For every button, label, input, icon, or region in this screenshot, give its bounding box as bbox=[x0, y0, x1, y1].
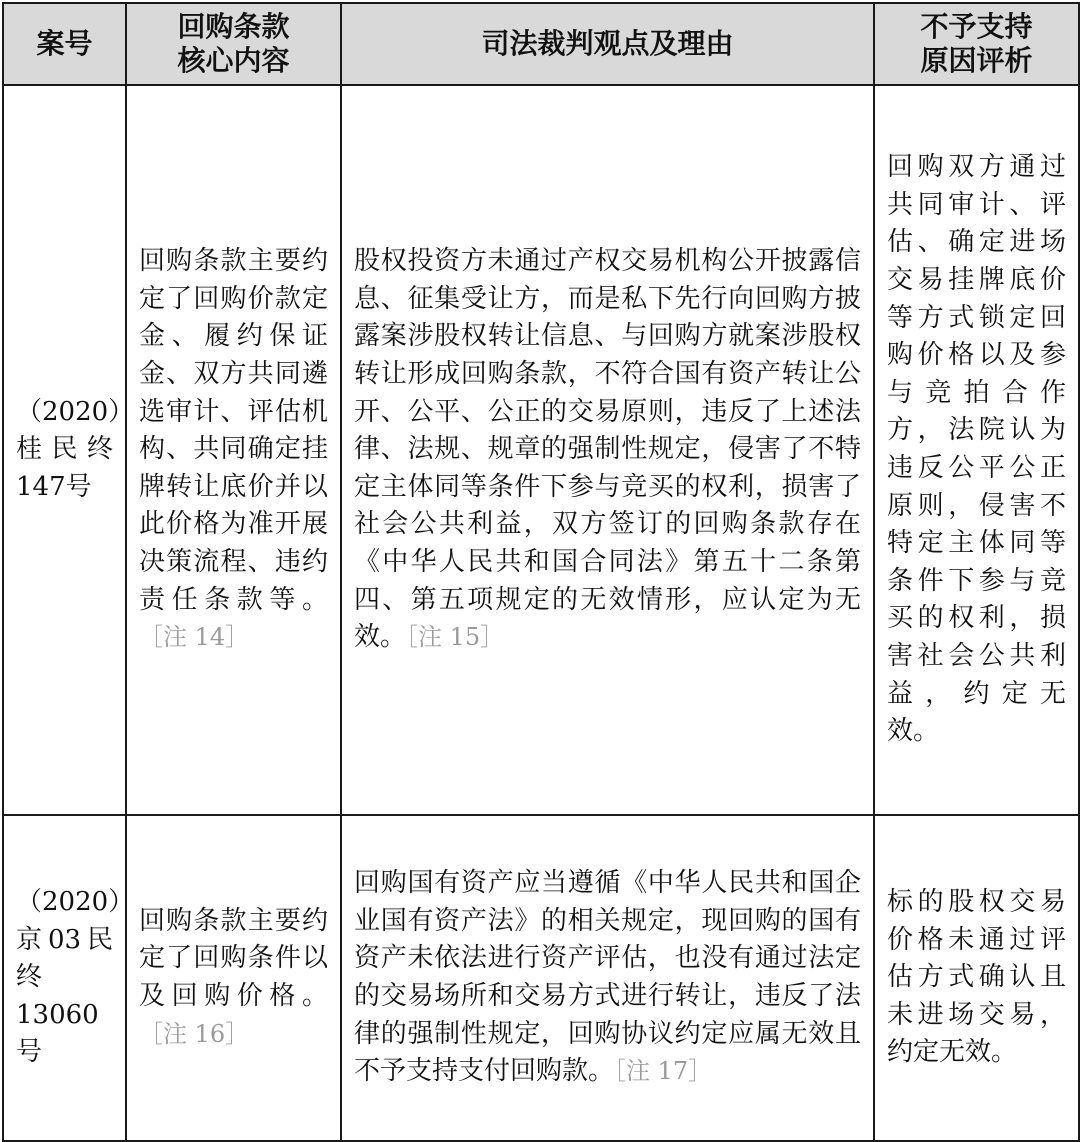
case-number-cell: （2020）桂民终147号 bbox=[3, 85, 126, 815]
footnote-ref: ［注 16］ bbox=[139, 1019, 250, 1048]
reason-cell: 标的股权交易价格未通过评估方式确认且未进场交易，约定无效。 bbox=[874, 815, 1079, 1141]
header-row bbox=[3, 3, 1079, 85]
judgment-cell: 回购国有资产应当遵循《中华人民共和国企业国有资产法》的相关规定，现回购的国有资产未依法进行资产评估，也没有通过法定的交易场所和交易方式进行转让，违反了法律的强制性规定，回购协议约定应属无效且不予支持支付回购款。［注 17］ bbox=[341, 815, 874, 1141]
table-row bbox=[3, 85, 1079, 815]
case-number-cell: （2020）京03民终13060号 bbox=[3, 815, 126, 1141]
header-judgment: 司法裁判观点及理由 bbox=[341, 3, 874, 85]
clause-cell: 回购条款主要约定了回购价款定金、履约保证金、双方共同遴选审计、评估机构、共同确定挂牌转让底价并以此价格为准开展决策流程、违约责任条款等。［注 14］ bbox=[126, 85, 341, 815]
header-reason: 不予支持 原因评析 bbox=[874, 3, 1079, 85]
reason-cell: 回购双方通过共同审计、评估、确定进场交易挂牌底价等方式锁定回购价格以及参与竞拍合作方，法院认为违反公平公正原则，侵害不特定主体同等条件下参与竞买的权利，损害社会公共利益，约定无效。 bbox=[874, 85, 1079, 815]
footnote-ref: ［注 15］ bbox=[406, 623, 505, 652]
table-row bbox=[3, 815, 1079, 1141]
header-case-no: 案号 bbox=[3, 3, 126, 85]
judgment-cell: 股权投资方未通过产权交易机构公开披露信息、征集受让方，而是私下先行向回购方披露案涉股权转让信息、与回购方就案涉股权转让形成回购条款，不符合国有资产转让公开、公平、公正的交易原则，违反了上述法律、法规、规章的强制性规定，侵害了不特定主体同等条件下参与竞买的权利，损害了社会公共利益，双方签订的回购条款存在《中华人民共和国合同法》第五十二条第四、第五项规定的无效情形，应认定为无效。［注 15］ bbox=[341, 85, 874, 815]
case-comparison-table bbox=[2, 2, 1080, 1142]
footnote-ref: ［注 14］ bbox=[139, 623, 250, 652]
header-clause: 回购条款 核心内容 bbox=[126, 3, 341, 85]
footnote-ref: ［注 17］ bbox=[614, 1057, 713, 1086]
clause-cell: 回购条款主要约定了回购条件以及回购价格。［注 16］ bbox=[126, 815, 341, 1141]
